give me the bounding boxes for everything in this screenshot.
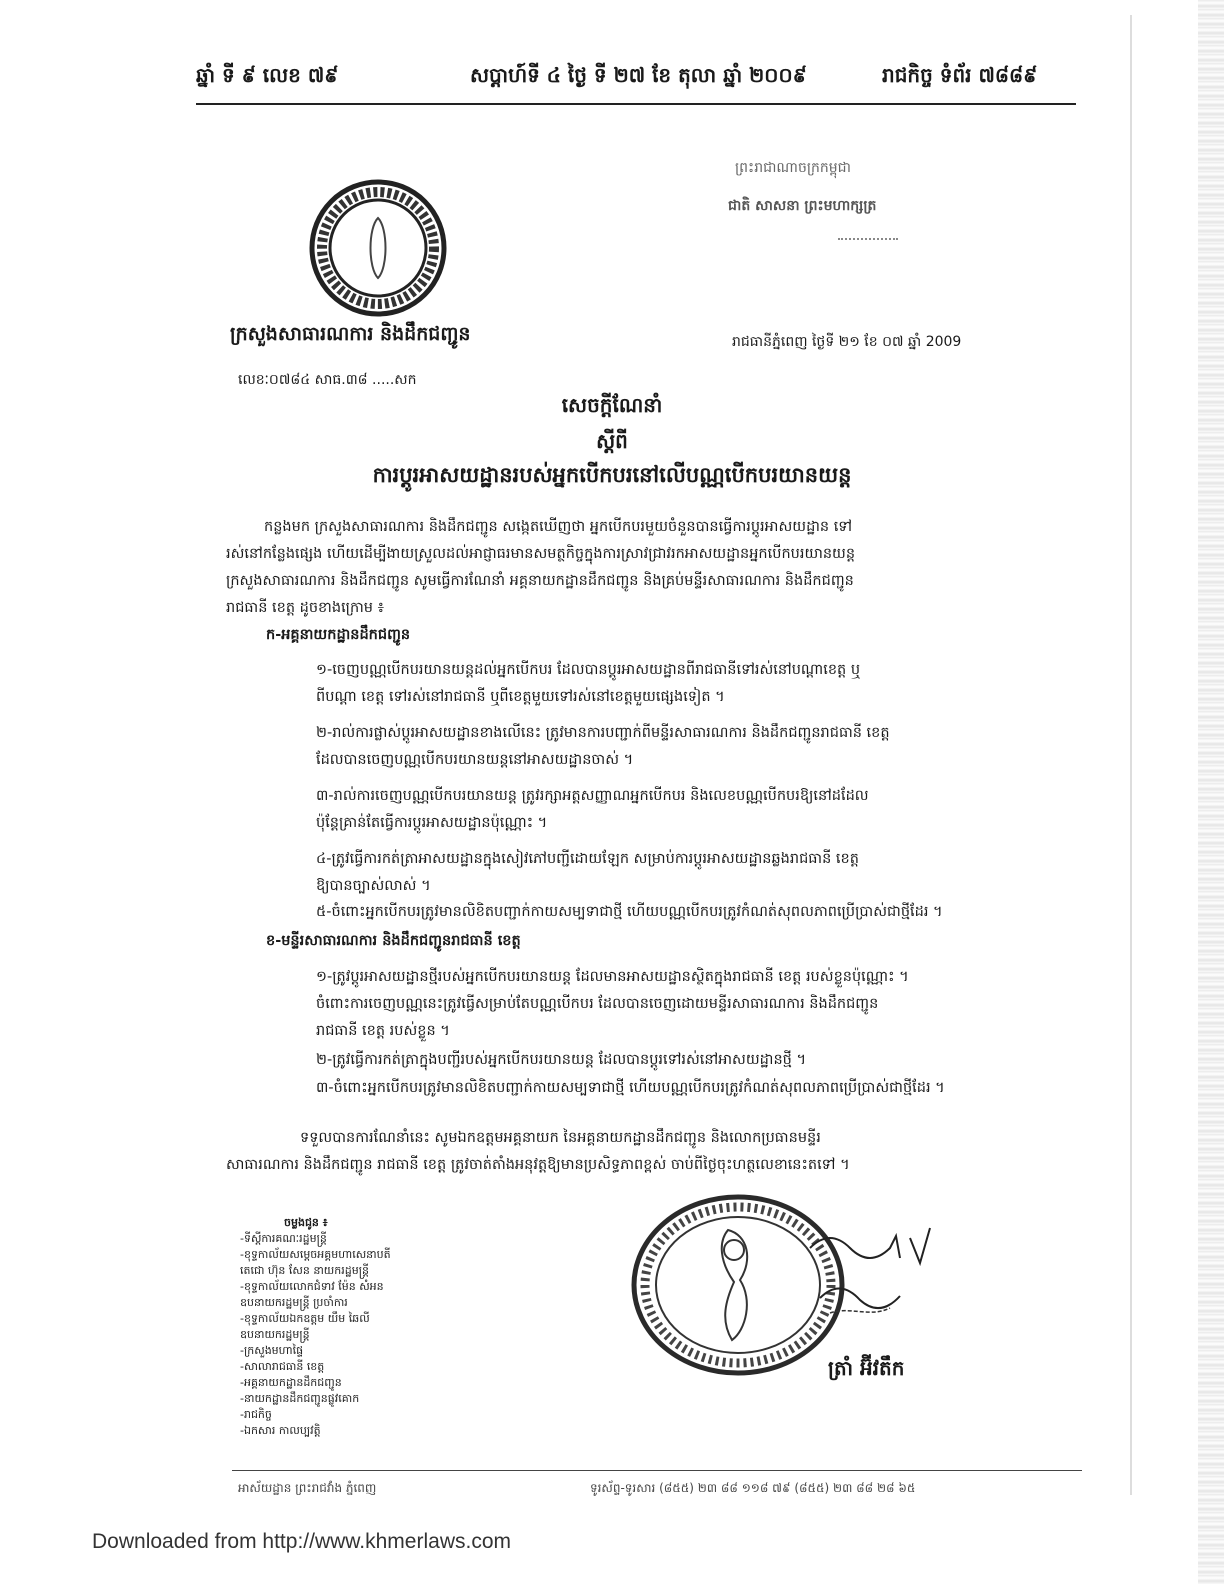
kingdom-motto: ជាតិ សាសនា ព្រះមហាក្សត្រ — [728, 198, 877, 214]
signatory-name: ត្រាំ អ៊ីវតឹក — [828, 1356, 905, 1380]
cc-item: -ខុទ្ទកាល័យលោកជំទាវ ម៉ែន សំអន — [240, 1280, 384, 1293]
section-a-item-cont: ឱ្យបានច្បាស់លាស់ ។ — [316, 878, 431, 894]
section-a-item: ១-ចេញបណ្ណបើកបរយានយន្តដល់អ្នកបើកបរ ដែលបានប្តូរអាសយដ្ឋានពីរាជធានីទៅរស់នៅបណ្តាខេត្ត ឬ — [316, 662, 861, 678]
section-a-item: ២-រាល់ការផ្លាស់ប្តូរអាសយដ្ឋានខាងលើនេះ ត្រូវមានការបញ្ជាក់ពីមន្ទីរសាធារណការ និងដឹកជញ្ជូនរាជធានី ខេត្ត — [316, 725, 890, 741]
doc-title: សេចក្តីណែនាំ — [561, 393, 663, 417]
ministry-seal-icon — [308, 178, 448, 322]
cc-item: -ខុទ្ទកាល័យឯកឧត្តម យឹម ឆៃលី — [240, 1312, 370, 1325]
doc-subject: ការប្តូរអាសយដ្ឋានរបស់អ្នកបើកបរនៅលើបណ្ណបើកបរយានយន្ត — [372, 463, 852, 487]
section-a-item-cont: ប៉ុន្តែគ្រាន់តែធ្វើការប្តូរអាសយដ្ឋានប៉ុណ្ណោះ ។ — [316, 815, 548, 831]
footer-address: អាស័យដ្ឋាន ព្រះរាជវាំង ភ្នំពេញ — [238, 1481, 377, 1495]
section-b-item: ២-ត្រូវធ្វើការកត់ត្រាក្នុងបញ្ជីរបស់អ្នកបើកបរយានយន្ត ដែលបានប្តូរទៅរស់នៅអាសយដ្ឋានថ្មី ។ — [316, 1052, 807, 1068]
cc-item: ឧបនាយករដ្ឋមន្ត្រី ប្រចាំការ — [240, 1296, 348, 1309]
cc-item: -ខុទ្ទកាល័យសម្តេចអគ្គមហាសេនាបតី — [240, 1248, 391, 1261]
section-a-item: ៥-ចំពោះអ្នកបើកបរត្រូវមានលិខិតបញ្ជាក់កាយសម្បទាជាថ្មី ហើយបណ្ណបើកបរត្រូវកំណត់សុពលភាពប្រើប្រាស់ជាថ្មីដែរ ។ — [316, 904, 943, 920]
cc-item: ឧបនាយករដ្ឋមន្ត្រី — [240, 1328, 310, 1341]
closing-line: សាធារណការ និងដឹកជញ្ជូន រាជធានី ខេត្ត ត្រូវចាត់តាំងអនុវត្តឱ្យមានប្រសិទ្ធភាពខ្ពស់ ចាប់ពីថ្ងៃចុះហត្ថលេខានេះតទៅ ។ — [226, 1157, 850, 1173]
header-rule — [196, 103, 1076, 105]
footer-rule — [232, 1470, 1082, 1471]
scan-line — [1130, 15, 1132, 1495]
download-watermark: Downloaded from http://www.khmerlaws.com — [92, 1530, 511, 1553]
cc-item: -នាយកដ្ឋានដឹកជញ្ជូនផ្លូវគោក — [240, 1392, 360, 1405]
section-a-item: ៣-រាល់ការចេញបណ្ណបើកបរយានយន្ត ត្រូវរក្សាអត្តសញ្ញាណអ្នកបើកបរ និងលេខបណ្ណបើកបរឱ្យនៅដដែល — [316, 788, 869, 804]
gazette-issue: ឆ្នាំ ទី ៩ លេខ ៧៩ — [196, 63, 339, 87]
section-b-item: ១-ត្រូវប្តូរអាសយដ្ឋានថ្មីរបស់អ្នកបើកបរយានយន្ត ដែលមានអាសយដ្ឋានស្ថិតក្នុងរាជធានី ខេត្ត របស់ខ្លួនប៉ុណ្ណោះ ។ — [316, 969, 909, 985]
cc-item: -ក្រសួងមហាផ្ទៃ — [240, 1344, 304, 1357]
cc-item: តេជោ ហ៊ុន សែន នាយករដ្ឋមន្ត្រី — [240, 1264, 369, 1277]
document-date: រាជធានីភ្នំពេញ ថ្ងៃទី ២១ ខែ ០៧ ឆ្នាំ 2009 — [732, 334, 962, 350]
section-a-item-cont: ដែលបានចេញបណ្ណបើកបរយានយន្តនៅអាសយដ្ឋានចាស់ ។ — [316, 752, 634, 768]
intro-line: ក្រសួងសាធារណការ និងដឹកជញ្ជូន សូមធ្វើការណែនាំ អគ្គនាយកដ្ឋានដឹកជញ្ជូន និងគ្រប់មន្ទីរសាធារណការ និងដឹកជញ្ជូន — [226, 573, 854, 589]
ministry-name: ក្រសួងសាធារណការ និងដឹកជញ្ជូន — [230, 323, 471, 345]
signature-icon — [800, 1218, 950, 1332]
cc-item: -ទីស្តីការគណៈរដ្ឋមន្ត្រី — [240, 1232, 327, 1245]
section-b-title: ខ-មន្ទីរសាធារណការ និងដឹកជញ្ជូនរាជធានី ខេត្ត — [266, 933, 521, 949]
reference-number: លេខៈ០៧៨៤ សាធ.៣៨ .....សក — [238, 372, 417, 388]
intro-line: រាជធានី ខេត្ត ដូចខាងក្រោម ៖ — [226, 600, 384, 616]
doc-subtitle: ស្តីពី — [596, 429, 628, 453]
closing-line: ទទួលបានការណែនាំនេះ សូមឯកឧត្តមអគ្គនាយក នៃអគ្គនាយកដ្ឋានដឹកជញ្ជូន និងលោកប្រធានមន្ទីរ — [300, 1130, 821, 1146]
cc-title: ចម្លងជូន ៖ — [284, 1216, 328, 1229]
section-a-item-cont: ពីបណ្តា ខេត្ត ទៅរស់នៅរាជធានី ឬពីខេត្តមួយទៅរស់នៅខេត្តមួយផ្សេងទៀត ។ — [316, 689, 725, 705]
kingdom-name: ព្រះរាជាណាចក្រកម្ពុជា — [735, 160, 852, 176]
section-b-item-cont: រាជធានី ខេត្ត របស់ខ្លួន ។ — [316, 1023, 450, 1039]
section-b-item: ៣-ចំពោះអ្នកបើកបរត្រូវមានលិខិតបញ្ជាក់កាយសម្បទាជាថ្មី ហើយបណ្ណបើកបរត្រូវកំណត់សុពលភាពប្រើប្រាស់ជាថ្មីដែរ ។ — [316, 1080, 945, 1096]
section-b-item-cont: ចំពោះការចេញបណ្ណនេះត្រូវធ្វើសម្រាប់តែបណ្ណបើកបរ ដែលបានចេញដោយមន្ទីរសាធារណការ និងដឹកជញ្ជូន — [316, 996, 879, 1012]
section-a-title: ក-អគ្គនាយកដ្ឋានដឹកជញ្ជូន — [266, 627, 411, 643]
intro-line: រស់នៅកន្លែងផ្សេង ហើយដើម្បីងាយស្រួលដល់អាជ្ញាធរមានសមត្ថកិច្ចក្នុងការស្រាវជ្រាវរកអាសយដ្ឋានអ្នកបើកបរយានយន្ត — [226, 546, 856, 562]
footer-phone: ទូរស័ព្ទ-ទូរសារ (៨៥៥) ២៣ ៨៨ ១១៨ ៧៩ (៨៥៥) ២៣ ៨៨ ២៨ ៦៥ — [590, 1481, 916, 1495]
motto-ornament — [838, 238, 898, 240]
cc-item: -ឯកសារ កាលប្បវត្តិ — [240, 1424, 321, 1437]
intro-line: កន្លងមក ក្រសួងសាធារណការ និងដឹកជញ្ជូន សង្កេតឃើញថា អ្នកបើកបរមួយចំនួនបានធ្វើការប្តូរអាសយដ្ឋាន ទៅ — [264, 519, 853, 535]
cc-item: -សាលារាជធានី ខេត្ត — [240, 1360, 325, 1373]
scan-edge — [1198, 0, 1224, 1584]
cc-list — [240, 1215, 391, 1439]
gazette-page: រាជកិច្ច ទំព័រ ៧៨៨៩ — [882, 63, 1038, 87]
section-a-item: ៤-ត្រូវធ្វើការកត់ត្រាអាសយដ្ឋានក្នុងសៀវភៅបញ្ជីដោយឡែក សម្រាប់ការប្តូរអាសយដ្ឋានឆ្លងរាជធានី ខេត្ត — [316, 851, 859, 867]
gazette-date: សប្តាហ៍ទី ៤ ថ្ងៃ ទី ២៧ ខែ តុលា ឆ្នាំ ២០០៩ — [470, 63, 807, 87]
cc-item: -រាជកិច្ច — [240, 1408, 272, 1421]
cc-item: -អគ្គនាយកដ្ឋានដឹកជញ្ជូន — [240, 1376, 342, 1389]
